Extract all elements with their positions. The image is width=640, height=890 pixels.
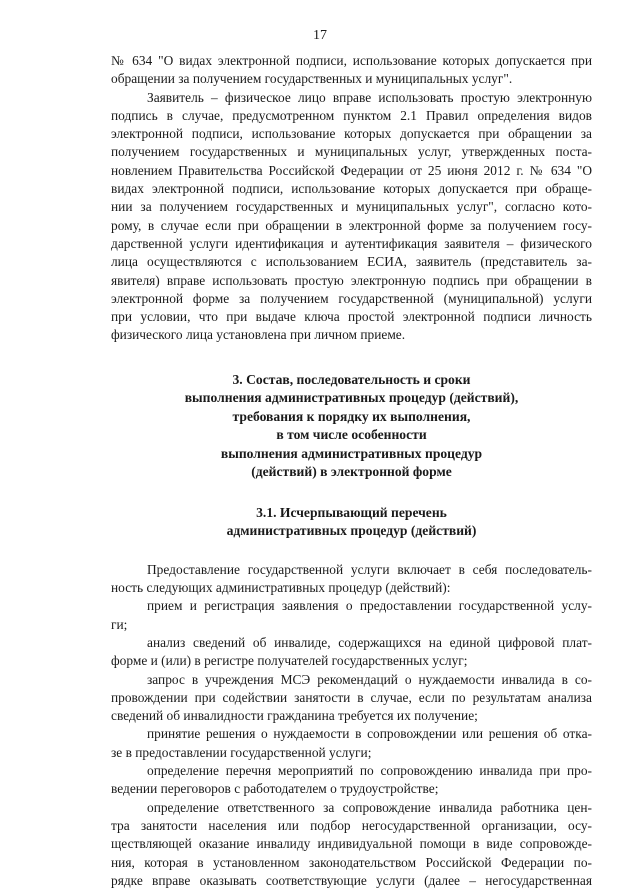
section-heading-3-1: [111, 504, 592, 541]
text-line: подпись в случае, предусмотренном пунктом 2.1 Правил определения видов: [111, 107, 592, 123]
text-line: определение ответственного за сопровождение инвалида работника цен-: [147, 799, 592, 815]
heading-line: 3. Состав, последовательность и сроки: [232, 371, 471, 387]
section-heading-3: [111, 371, 592, 482]
heading-line: (действий) в электронной форме: [251, 464, 452, 480]
list-item: [111, 725, 592, 762]
text-line: явителя) вправе использовать простую электронную подпись при обращении в: [111, 272, 592, 288]
heading-line: требования к порядку их выполнения,: [232, 408, 471, 424]
heading-line: административных процедур (действий): [226, 523, 477, 539]
text-line: № 634 "О видах электронной подписи, использование которых допускается при: [111, 53, 592, 68]
text-line: ги;: [111, 616, 128, 632]
text-line: рядке вправе оказывать соответствующие услуги (далее – негосударственная: [111, 872, 592, 888]
text-line: Предоставление государственной услуги включает в себя последователь-: [147, 561, 592, 577]
heading-line: выполнения административных процедур: [220, 445, 483, 461]
text-line: анализ сведений об инвалиде, содержащихся на единой цифровой плат-: [147, 634, 592, 650]
text-line: определение перечня мероприятий по сопровождению инвалида при про-: [147, 763, 592, 779]
text-line: запрос в учреждения МСЭ рекомендаций о нуждаемости инвалида в со-: [147, 671, 592, 687]
list-item: [111, 799, 592, 890]
text-line: новлением Правительства Российской Федерации от 25 июня 2012 г. № 634 "О: [111, 162, 592, 178]
text-line: ществляющей оказание инвалиду индивидуальной помощи в виде сопровожде-: [111, 836, 592, 852]
heading-line: в том числе особенности: [276, 427, 427, 443]
text-line: тра занятости населения или подбор негосударственной организации, осу-: [111, 817, 592, 833]
document-body: [111, 52, 592, 890]
text-line: зе в предоставлении государственной услуги;: [111, 744, 372, 760]
text-line: при условии, что при выдаче ключа простой электронной подписи личность: [111, 309, 592, 325]
list-item: [111, 634, 592, 671]
text-line: принятие решения о нуждаемости в сопровождении или решения об отка-: [147, 726, 592, 742]
text-line: видах электронной подписи, использование которых допускается при обраще-: [111, 181, 592, 197]
text-line: получением государственных и муниципальных услуг, утвержденных поста-: [111, 144, 592, 160]
text-line: ведении переговоров с работодателем о трудоустройстве;: [111, 781, 439, 797]
paragraph-applicant-signature: [111, 89, 592, 345]
heading-line: выполнения административных процедур (действий),: [184, 390, 519, 406]
paragraph-continuation: [111, 52, 592, 89]
text-line: физического лица установлена при личном приеме.: [111, 327, 406, 343]
text-line: нии за получением государственных и муниципальных услуг", согласно кото-: [111, 199, 592, 215]
list-item: [111, 597, 592, 634]
text-line: ния, которая в установленном законодательством Российской Федерации по-: [111, 854, 592, 870]
text-line: электронной подписи, использование которых допускается при обращении за: [111, 126, 592, 142]
text-line: обращении за получением государственных и муниципальных услуг".: [111, 71, 513, 87]
text-line: рому, в случае если при обращении в электронной форме за получением госу-: [111, 217, 592, 233]
heading-line: 3.1. Исчерпывающий перечень: [256, 504, 447, 520]
text-line: лица осуществляются с использованием ЕСИА, заявитель (представитель за-: [111, 254, 592, 270]
paragraph-procedures-intro: [111, 561, 592, 598]
text-line: форме и (или) в регистре получателей государственных услуг;: [111, 653, 468, 669]
list-item: [111, 671, 592, 726]
text-line: прием и регистрация заявления о предоставлении государственной услу-: [147, 598, 592, 614]
text-line: Заявитель – физическое лицо вправе использовать простую электронную: [147, 89, 592, 105]
text-line: дарственной услуги идентификация и аутентификация заявителя – физического: [111, 235, 592, 251]
text-line: ность следующих административных процедур (действий):: [111, 580, 451, 596]
list-item: [111, 762, 592, 799]
text-line: электронной форме за получением государственной (муниципальной) услуги: [111, 290, 592, 306]
text-line: сведений об инвалидности гражданина требуется их получение;: [111, 708, 478, 724]
page-number: 17: [313, 28, 327, 43]
text-line: провождении при содействии занятости в случае, если по результатам анализа: [111, 689, 592, 705]
